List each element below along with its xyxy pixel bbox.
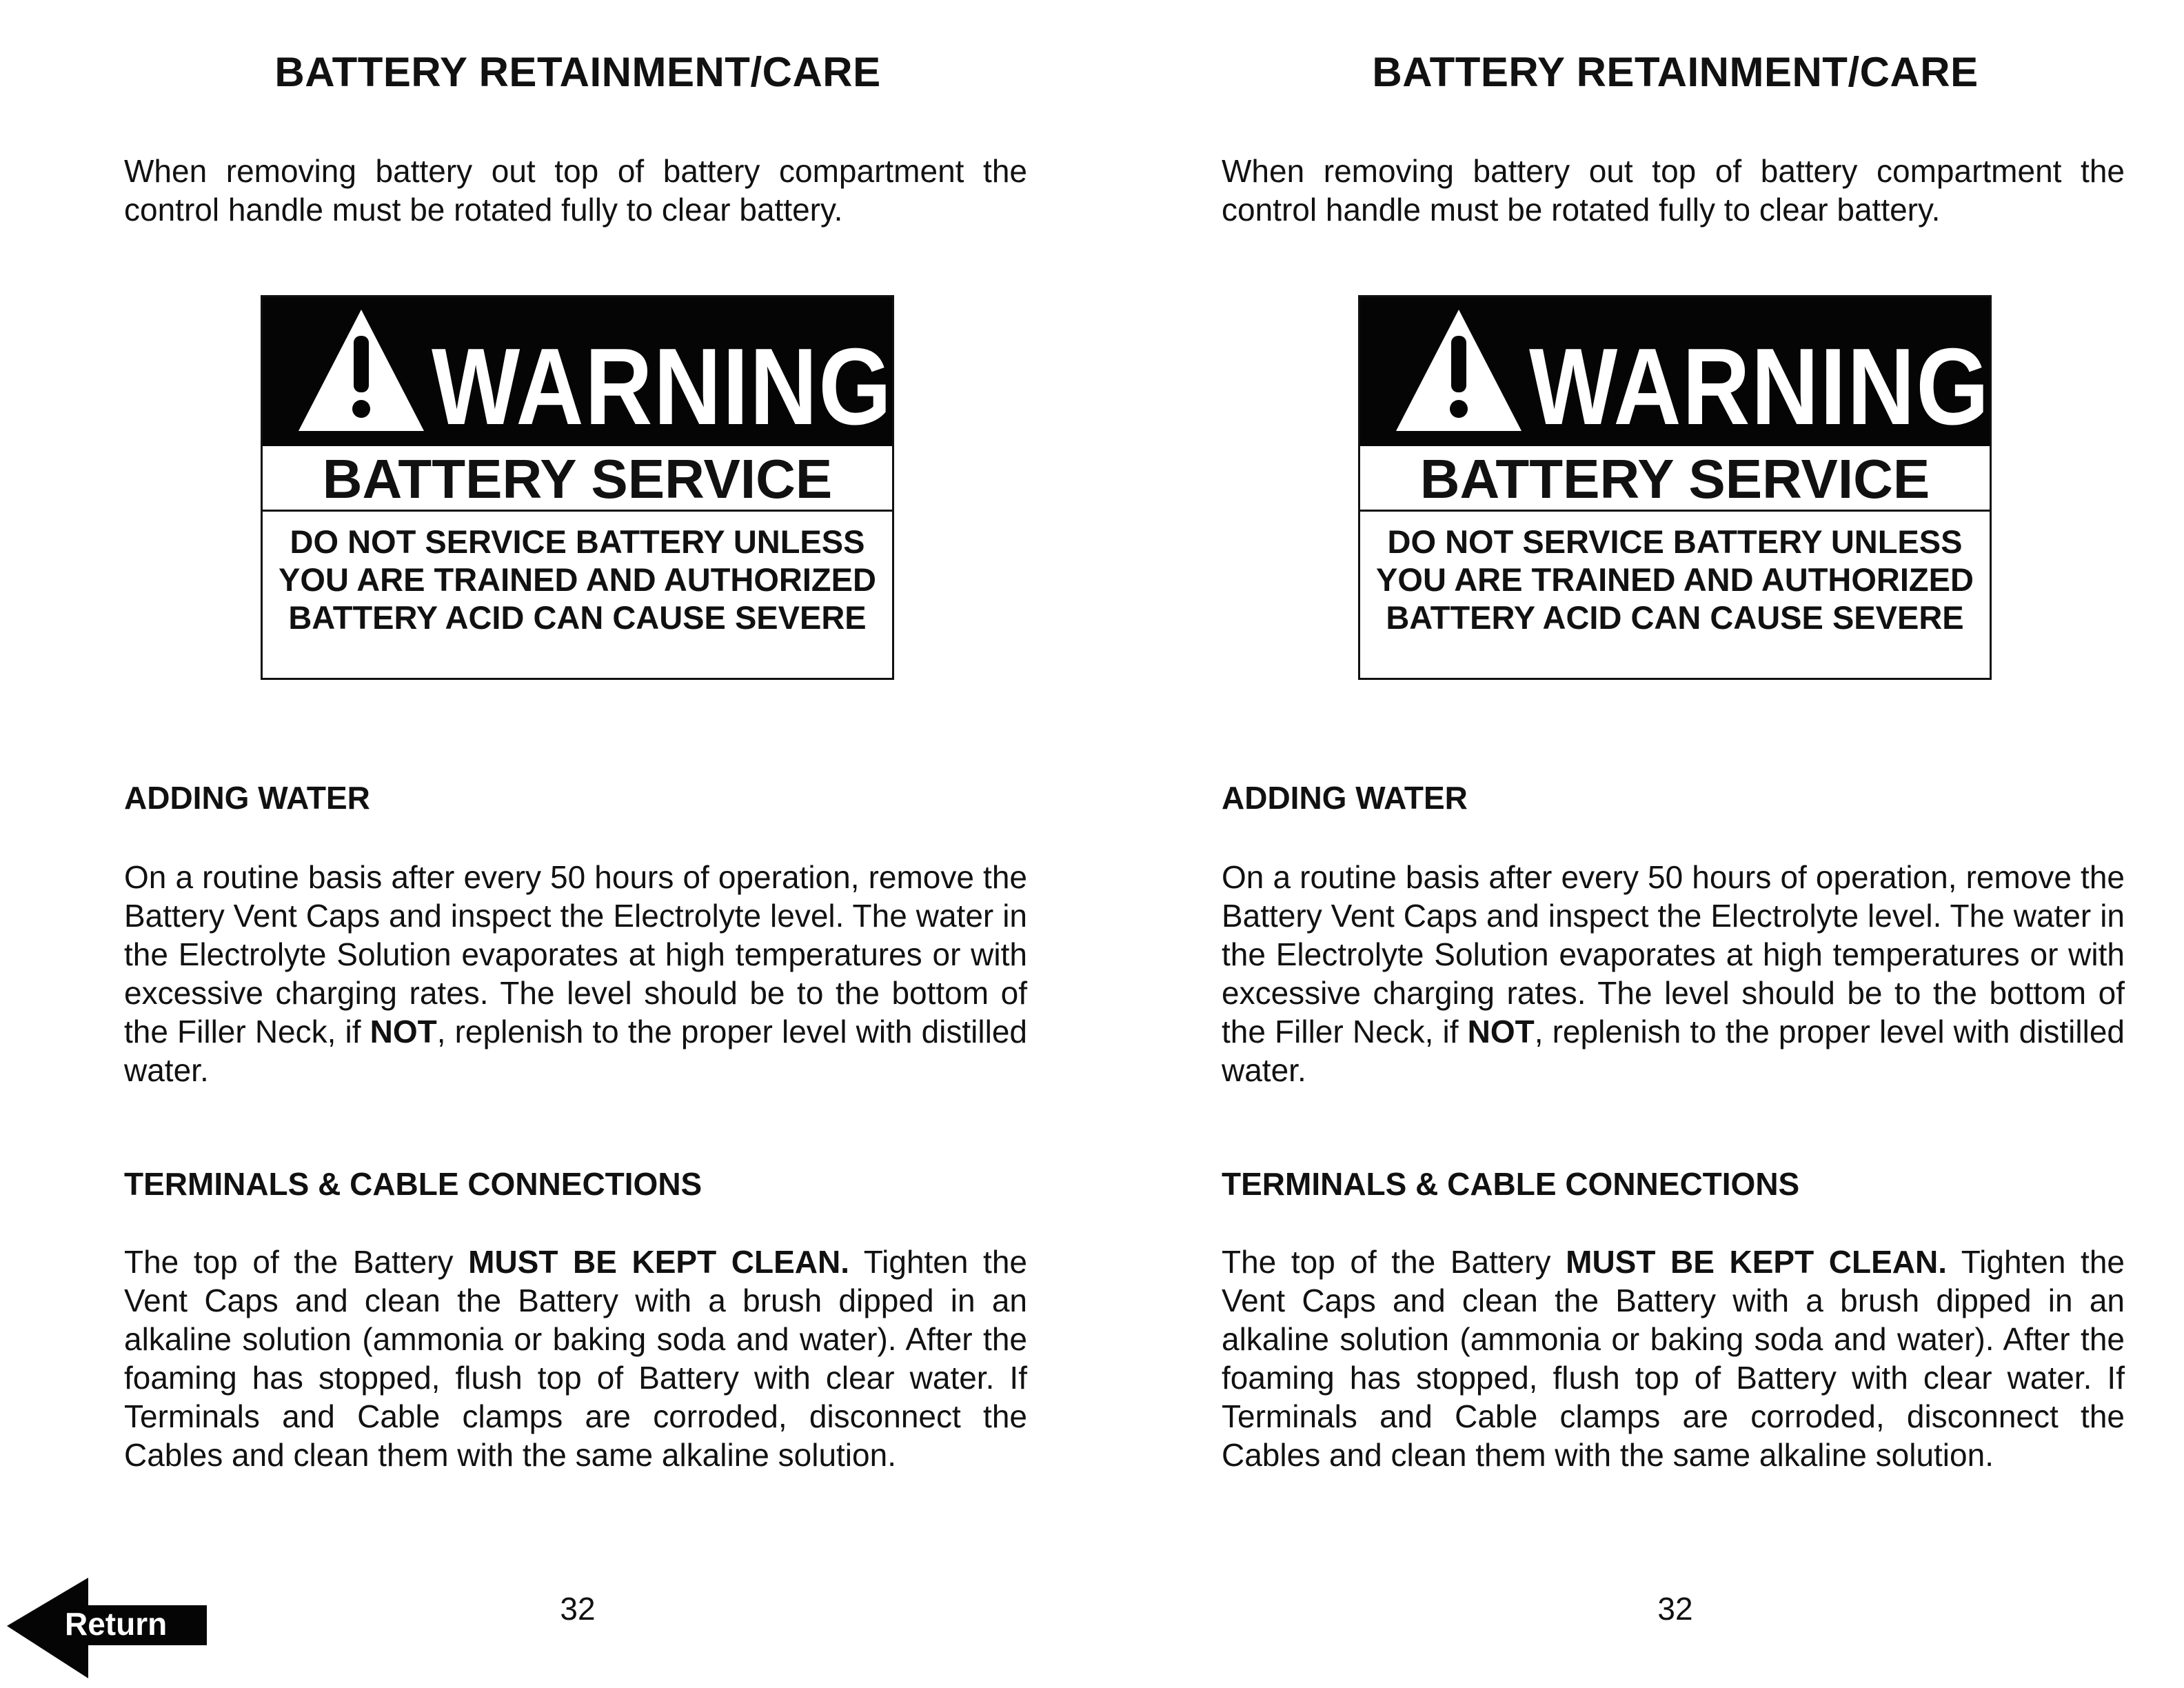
section-heading-adding-water: ADDING WATER xyxy=(124,780,370,816)
warning-header: WARNING xyxy=(432,326,893,448)
page-title: BATTERY RETAINMENT/CARE xyxy=(274,49,881,95)
warning-triangle-icon xyxy=(1393,307,1524,438)
text: , replenish to the proper level with distilled water. xyxy=(1222,1014,2125,1088)
warning-message xyxy=(263,512,892,636)
warning-line: YOU ARE TRAINED AND AUTHORIZED xyxy=(279,561,876,598)
text: On a routine basis after every 50 hours of operation, remove the Battery Vent Caps and inspect the Electrolyte level. The water in the Electrolyte Solution evaporates at high temperatures or with excessive charging rates. The level should be to the bottom of the Filler Neck, if xyxy=(1222,859,2125,1049)
warning-line: DO NOT SERVICE BATTERY UNLESS xyxy=(1387,523,1963,560)
intro-paragraph: When removing battery out top of battery compartment the control handle must be rotated fully to clear battery. xyxy=(1222,153,2125,228)
warning-label xyxy=(1358,295,1992,680)
warning-triangle-icon xyxy=(296,307,427,438)
manual-page xyxy=(1222,0,2132,1688)
page-title: BATTERY RETAINMENT/CARE xyxy=(1372,49,1979,95)
section-heading-terminals: TERMINALS & CABLE CONNECTIONS xyxy=(1222,1166,1800,1202)
warning-message xyxy=(1360,512,1990,636)
warning-header-band xyxy=(263,297,892,446)
intro-paragraph: When removing battery out top of battery compartment the control handle must be rotated fully to clear battery. xyxy=(124,153,1027,228)
adding-water-paragraph xyxy=(124,858,1027,1089)
warning-header-band xyxy=(1360,297,1990,446)
return-button[interactable] xyxy=(6,1578,210,1678)
warning-subheader: BATTERY SERVICE xyxy=(1360,446,1990,512)
section-heading-terminals: TERMINALS & CABLE CONNECTIONS xyxy=(124,1166,702,1202)
bold-text: MUST BE KEPT CLEAN. xyxy=(1566,1244,1947,1280)
warning-line: BATTERY ACID CAN CAUSE SEVERE xyxy=(1386,599,1964,636)
bold-text: NOT xyxy=(370,1014,437,1049)
manual-page xyxy=(124,0,1034,1688)
page-number: 32 xyxy=(1657,1591,1693,1627)
bold-text: MUST BE KEPT CLEAN. xyxy=(468,1244,849,1280)
adding-water-paragraph xyxy=(1222,858,2125,1089)
text: Tighten the Vent Caps and clean the Battery with a brush dipped in an alkaline solution (ammonia or baking soda and water). After the foaming has stopped, flush top of Battery with clear water. If Terminals and Cable clamps are corroded, disconnect the Cables and clean them with the same alkaline solution. xyxy=(1222,1244,2125,1473)
warning-line: BATTERY ACID CAN CAUSE SEVERE xyxy=(288,599,867,636)
terminals-paragraph xyxy=(1222,1243,2125,1474)
text: The top of the Battery xyxy=(124,1244,469,1280)
text: On a routine basis after every 50 hours of operation, remove the Battery Vent Caps and inspect the Electrolyte level. The water in the Electrolyte Solution evaporates at high temperatures or with excessive charging rates. The level should be to the bottom of the Filler Neck, if xyxy=(124,859,1027,1049)
section-heading-adding-water: ADDING WATER xyxy=(1222,780,1468,816)
page-number: 32 xyxy=(560,1591,596,1627)
warning-label xyxy=(261,295,894,680)
text: Tighten the Vent Caps and clean the Battery with a brush dipped in an alkaline solution (ammonia or baking soda and water). After the foaming has stopped, flush top of Battery with clear water. If Terminals and Cable clamps are corroded, disconnect the Cables and clean them with the same alkaline solution. xyxy=(124,1244,1027,1473)
text: , replenish to the proper level with distilled water. xyxy=(124,1014,1027,1088)
warning-line: YOU ARE TRAINED AND AUTHORIZED xyxy=(1376,561,1974,598)
terminals-paragraph xyxy=(124,1243,1027,1474)
warning-subheader: BATTERY SERVICE xyxy=(263,446,892,512)
text: The top of the Battery xyxy=(1222,1244,1566,1280)
warning-header: WARNING xyxy=(1529,326,1990,448)
return-label: Return xyxy=(65,1606,168,1642)
bold-text: NOT xyxy=(1467,1014,1535,1049)
warning-line: DO NOT SERVICE BATTERY UNLESS xyxy=(290,523,865,560)
